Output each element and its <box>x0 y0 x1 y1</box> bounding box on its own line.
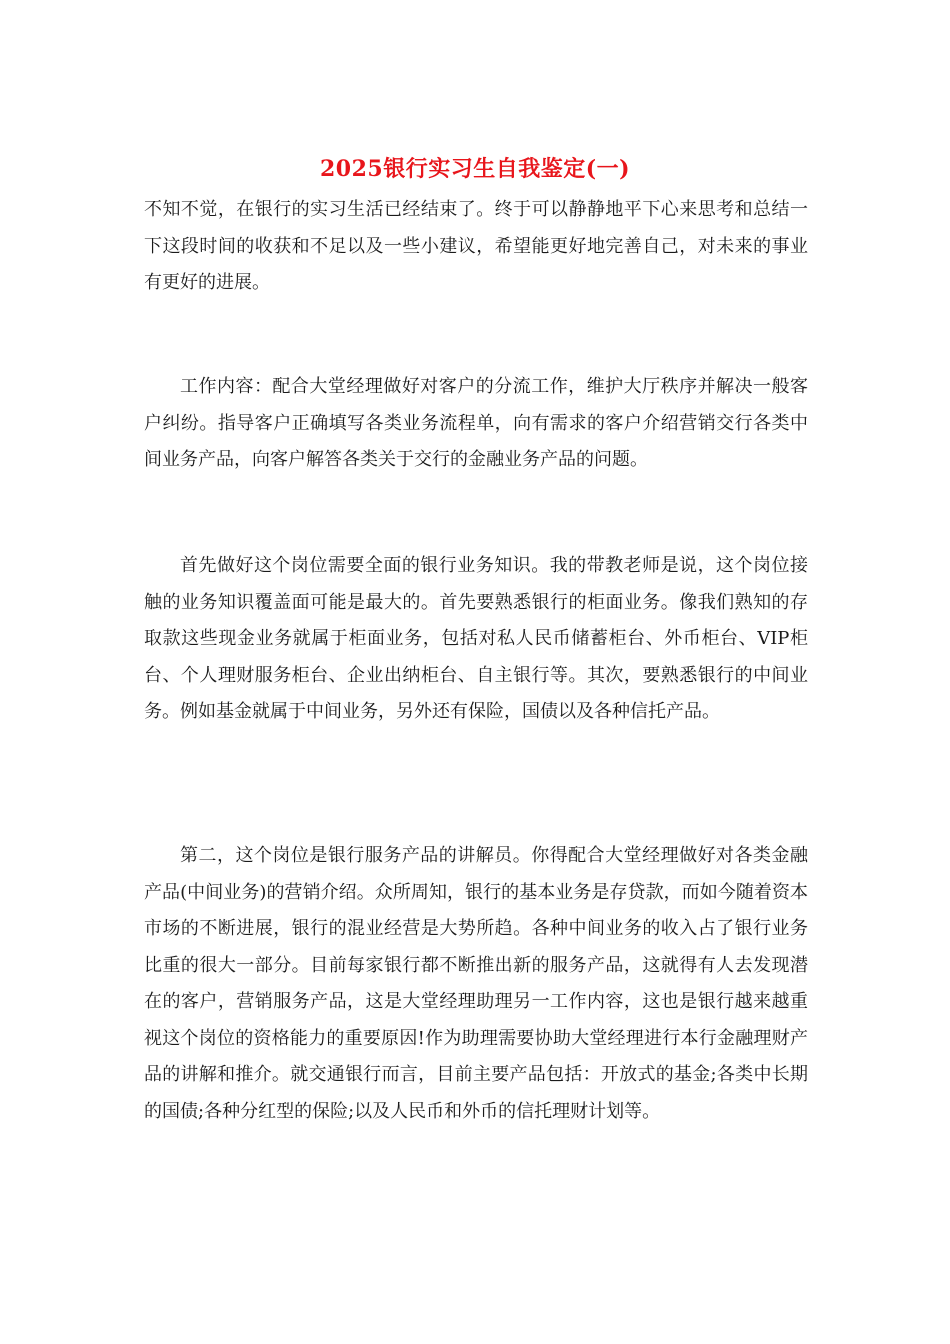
paragraph-second-point: 第二，这个岗位是银行服务产品的讲解员。你得配合大堂经理做好对各类金融产品(中间业务)的营销介绍。众所周知，银行的基本业务是存贷款，而如今随着资本市场的不断进展，银行的混业经营是大势所趋。各种中间业务的收入占了银行业务比重的很大一部分。目前每家银行都不断推出新的服务产品，这就得有人去发现潜在的客户，营销服务产品，这是大堂经理助理另一工作内容，这也是银行越来越重视这个岗位的资格能力的重要原因!作为助理需要协助大堂经理进行本行金融理财产品的讲解和推介。就交通银行而言，目前主要产品包括：开放式的基金;各类中长期的国债;各种分红型的保险;以及人民币和外币的信托理财计划等。 <box>144 845 808 1122</box>
paragraph-intro: 不知不觉，在银行的实习生活已经结束了。终于可以静静地平下心来思考和总结一下这段时间的收获和不足以及一些小建议，希望能更好地完善自己，对未来的事业有更好的进展。 <box>144 199 808 293</box>
paragraph-work-content: 工作内容：配合大堂经理做好对客户的分流工作，维护大厅秩序并解决一般客户纠纷。指导客户正确填写各类业务流程单，向有需求的客户介绍营销交行各类中间业务产品，向客户解答各类关于交行的金融业务产品的问题。 <box>144 376 808 470</box>
paragraph-first-point: 首先做好这个岗位需要全面的银行业务知识。我的带教老师是说，这个岗位接触的业务知识覆盖面可能是最大的。首先要熟悉银行的柜面业务。像我们熟知的存取款这些现金业务就属于柜面业务，包括对私人民币储蓄柜台、外币柜台、VIP柜台、个人理财服务柜台、企业出纳柜台、自主银行等。其次，要熟悉银行的中间业务。例如基金就属于中间业务，另外还有保险，国债以及各种信托产品。 <box>144 555 808 722</box>
document-title: 2025银行实习生自我鉴定(一) <box>319 156 631 182</box>
